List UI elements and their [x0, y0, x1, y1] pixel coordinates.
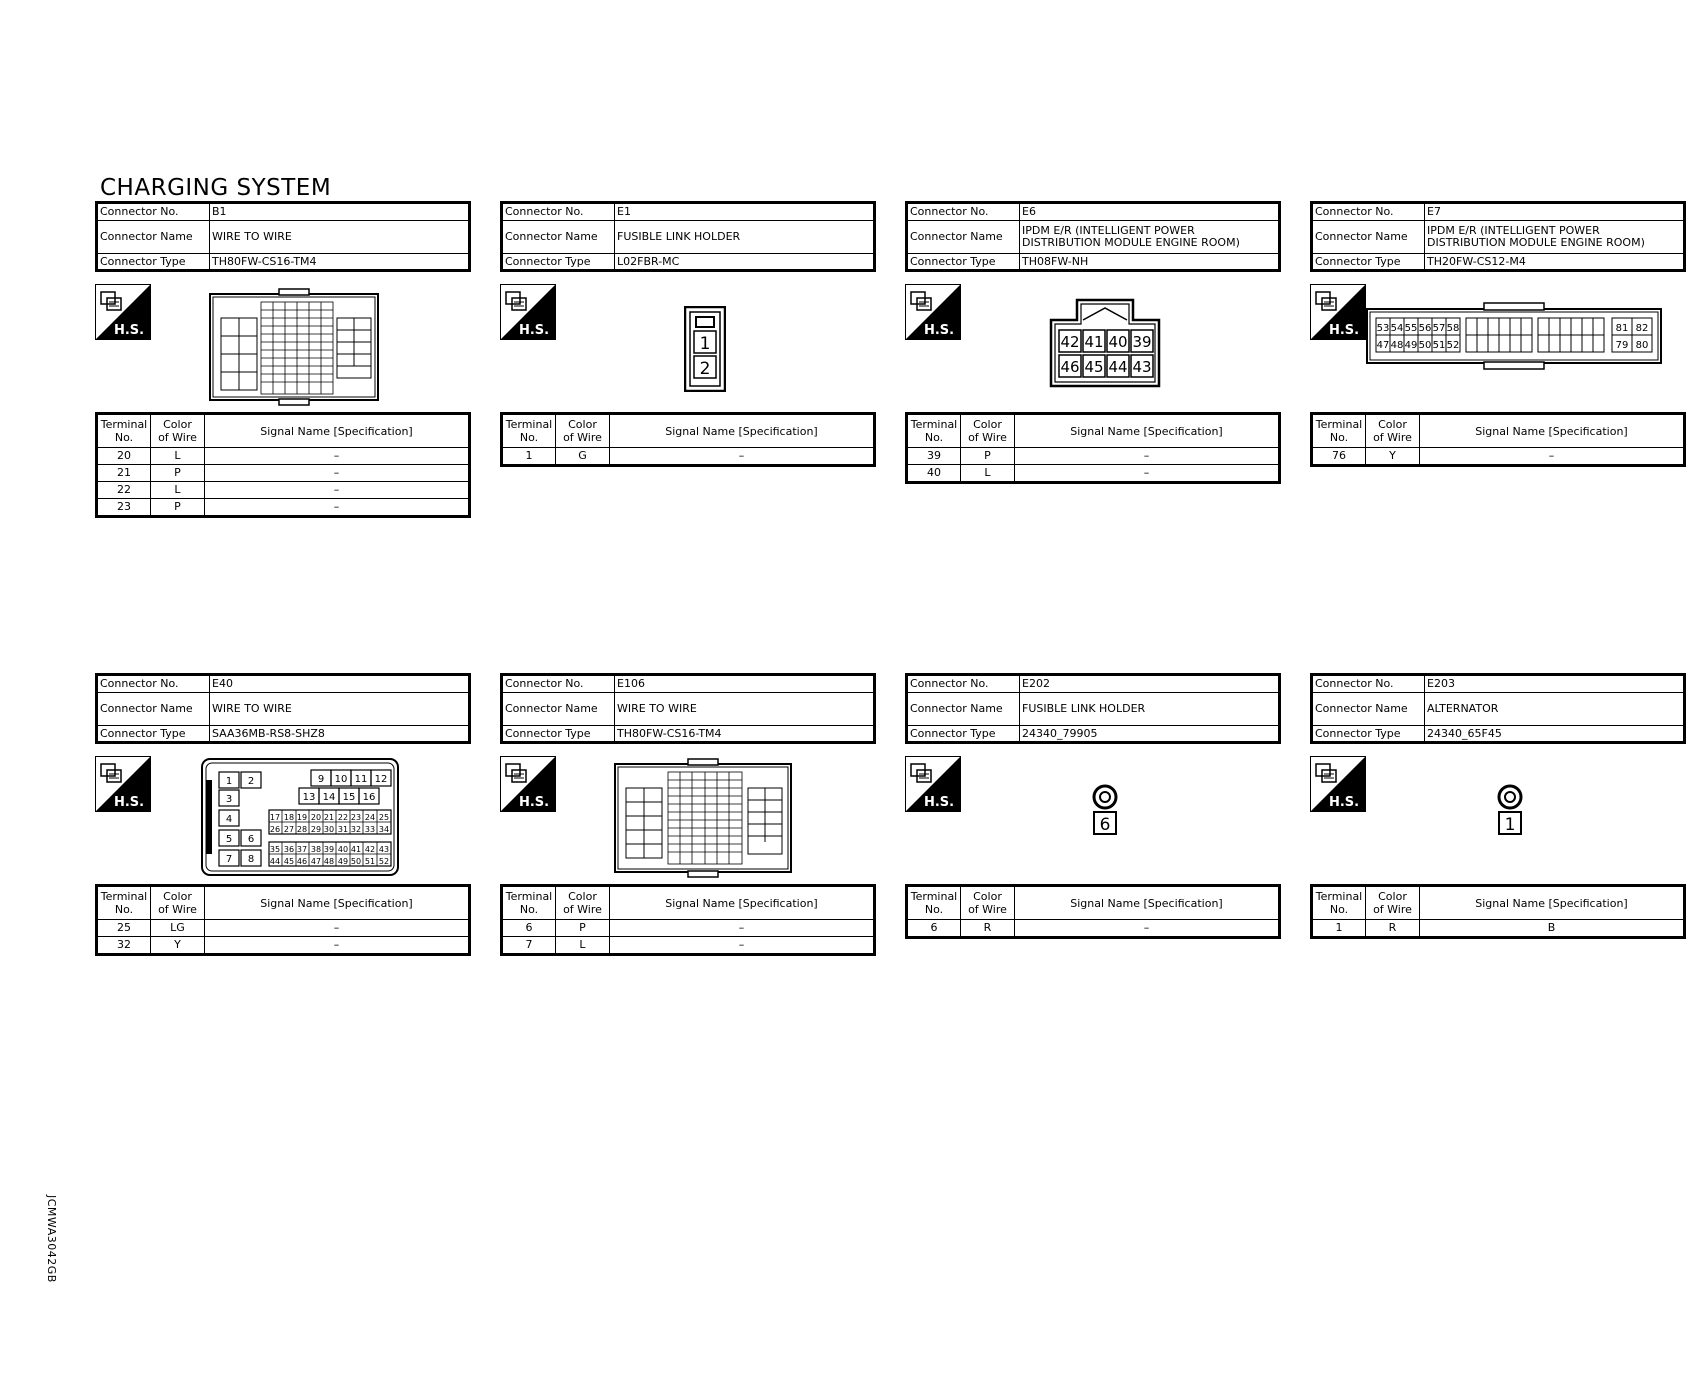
connector-header: Connector No. E203 Connector Name ALTERNATOR Connector Type 24340_65F45	[1310, 673, 1686, 744]
svg-text:14: 14	[322, 792, 336, 803]
connector-face-diagram	[1049, 298, 1161, 388]
svg-text:80: 80	[1635, 340, 1649, 351]
svg-text:38: 38	[310, 845, 322, 854]
header-signal: Signal Name [Specification]	[205, 414, 470, 448]
table-row: 25 LG –	[97, 920, 470, 937]
connector-no-value: E1	[615, 203, 875, 221]
svg-text:81: 81	[1615, 323, 1629, 334]
connector-name-value: ALTERNATOR	[1425, 693, 1685, 726]
svg-text:49: 49	[1404, 340, 1418, 351]
svg-text:51: 51	[364, 857, 376, 866]
svg-text:31: 31	[337, 825, 349, 834]
svg-text:37: 37	[296, 845, 308, 854]
connector-type-value: SAA36MB-RS8-SHZ8	[210, 726, 470, 743]
svg-text:8: 8	[247, 854, 255, 865]
svg-text:16: 16	[362, 792, 376, 803]
svg-text:10: 10	[334, 774, 348, 785]
connector-figure	[95, 744, 471, 884]
harness-side-icon	[95, 756, 151, 812]
connector-figure	[95, 272, 471, 412]
terminal-table: Terminal No. Color of Wire Signal Name [Specification] 76 Y –	[1310, 412, 1686, 467]
svg-text:24: 24	[364, 813, 376, 822]
svg-text:H.S.: H.S.	[113, 323, 145, 338]
connector-figure	[500, 744, 876, 884]
svg-text:39: 39	[1132, 333, 1152, 351]
terminal-table	[95, 412, 471, 518]
svg-text:46: 46	[296, 857, 308, 866]
table-row: 6 P –	[502, 920, 875, 937]
svg-text:58: 58	[1446, 323, 1460, 334]
harness-side-icon	[1310, 756, 1366, 812]
connector-name-value: WIRE TO WIRE	[615, 693, 875, 726]
connector-name-value: WIRE TO WIRE	[210, 221, 470, 254]
svg-text:H.S.: H.S.	[113, 795, 145, 810]
svg-text:H.S.: H.S.	[1328, 795, 1360, 810]
svg-text:33: 33	[364, 825, 376, 834]
table-row: 1 G –	[502, 448, 875, 466]
connector-header	[95, 201, 471, 272]
svg-text:50: 50	[350, 857, 362, 866]
svg-text:51: 51	[1432, 340, 1446, 351]
svg-text:3: 3	[225, 794, 233, 805]
svg-text:H.S.: H.S.	[923, 795, 955, 810]
connector-no-value: B1	[210, 203, 470, 221]
svg-text:2: 2	[247, 776, 255, 787]
svg-text:41: 41	[350, 845, 362, 854]
svg-text:9: 9	[317, 774, 325, 785]
svg-text:30: 30	[323, 825, 335, 834]
svg-text:79: 79	[1615, 340, 1629, 351]
svg-text:53: 53	[1376, 323, 1390, 334]
connector-no-value: E6	[1020, 203, 1280, 221]
table-row: 32 Y –	[97, 937, 470, 955]
connector-face-diagram	[614, 758, 792, 878]
svg-text:6: 6	[247, 834, 255, 845]
table-row: 21 P –	[97, 465, 470, 482]
connector-name-value: IPDM E/R (INTELLIGENT POWER DISTRIBUTION MODULE ENGINE ROOM)	[1020, 221, 1280, 254]
svg-text:12: 12	[374, 774, 388, 785]
table-row: 20 L –	[97, 448, 470, 465]
page-title: CHARGING SYSTEM	[100, 175, 332, 201]
svg-text:55: 55	[1404, 323, 1418, 334]
svg-text:23: 23	[350, 813, 362, 822]
svg-text:57: 57	[1432, 323, 1446, 334]
svg-text:H.S.: H.S.	[923, 323, 955, 338]
connector-block-e1	[500, 201, 876, 467]
svg-text:45: 45	[283, 857, 295, 866]
svg-text:19: 19	[296, 813, 308, 822]
svg-text:40: 40	[337, 845, 349, 854]
svg-text:47: 47	[1376, 340, 1390, 351]
svg-text:42: 42	[364, 845, 376, 854]
svg-text:5: 5	[225, 834, 233, 845]
svg-text:18: 18	[283, 813, 295, 822]
connector-figure	[1310, 272, 1686, 412]
svg-text:52: 52	[378, 857, 390, 866]
connector-type-value: 24340_65F45	[1425, 726, 1685, 743]
svg-text:45: 45	[1084, 358, 1104, 376]
svg-text:4: 4	[225, 814, 233, 825]
terminal-table: Terminal No. Color of Wire Signal Name [Specification] 6 R –	[905, 884, 1281, 939]
svg-text:17: 17	[269, 813, 281, 822]
terminal-table: Terminal No. Color of Wire Signal Name [Specification] 25 LG – 32 Y –	[95, 884, 471, 956]
connector-block-e7	[1310, 201, 1686, 467]
harness-side-icon	[500, 284, 556, 340]
table-row: 40 L –	[907, 465, 1280, 483]
connector-block-b1	[95, 201, 471, 518]
svg-text:39: 39	[323, 845, 335, 854]
svg-text:36: 36	[283, 845, 295, 854]
svg-text:48: 48	[1390, 340, 1404, 351]
connector-face-diagram	[209, 288, 379, 406]
table-row: 22 L –	[97, 482, 470, 499]
ring-terminal-diagram	[1089, 784, 1121, 840]
svg-text:26: 26	[269, 825, 281, 834]
connector-header: Connector No. E1 Connector Name FUSIBLE LINK HOLDER Connector Type L02FBR-MC	[500, 201, 876, 272]
svg-text:28: 28	[296, 825, 308, 834]
svg-text:7: 7	[225, 854, 233, 865]
table-row: 23 P –	[97, 499, 470, 517]
table-row: 76 Y –	[1312, 448, 1685, 466]
connector-name-value: WIRE TO WIRE	[210, 693, 470, 726]
connector-header: Connector No. E7 Connector Name IPDM E/R (INTELLIGENT POWER DISTRIBUTION MODULE ENGINE ROOM) Connector Type TH20FW-CS12-M4	[1310, 201, 1686, 272]
svg-text:54: 54	[1390, 323, 1404, 334]
svg-text:15: 15	[342, 792, 356, 803]
svg-text:13: 13	[302, 792, 316, 803]
connector-face-diagram	[684, 306, 726, 392]
terminal-table: Terminal No. Color of Wire Signal Name [Specification] 1 R B	[1310, 884, 1686, 939]
svg-text:25: 25	[378, 813, 390, 822]
table-row: 39 P –	[907, 448, 1280, 465]
connector-name-value: FUSIBLE LINK HOLDER	[615, 221, 875, 254]
connector-face-diagram	[201, 758, 401, 878]
svg-text:H.S.: H.S.	[518, 795, 550, 810]
terminal-table: Terminal No. Color of Wire Signal Name [Specification] 1 G –	[500, 412, 876, 467]
connector-block-e6	[905, 201, 1281, 484]
svg-text:1: 1	[225, 776, 233, 787]
connector-no-value: E202	[1020, 675, 1280, 693]
svg-text:34: 34	[378, 825, 390, 834]
connector-name-value: IPDM E/R (INTELLIGENT POWER DISTRIBUTION MODULE ENGINE ROOM)	[1425, 221, 1685, 254]
connector-header: Connector No. E106 Connector Name WIRE TO WIRE Connector Type TH80FW-CS16-TM4	[500, 673, 876, 744]
connector-type-value: L02FBR-MC	[615, 254, 875, 271]
pin-label: 1	[1504, 815, 1516, 835]
connector-header: Connector No. E6 Connector Name IPDM E/R (INTELLIGENT POWER DISTRIBUTION MODULE ENGINE ROOM) Connector Type TH08FW-NH	[905, 201, 1281, 272]
harness-side-icon	[95, 284, 151, 340]
pin-label: 1	[699, 334, 711, 354]
connector-block-e106	[500, 673, 876, 956]
svg-text:27: 27	[283, 825, 295, 834]
svg-text:29: 29	[310, 825, 322, 834]
connector-header: Connector No. E202 Connector Name FUSIBLE LINK HOLDER Connector Type 24340_79905	[905, 673, 1281, 744]
ring-terminal-diagram	[1494, 784, 1526, 840]
harness-side-icon	[905, 756, 961, 812]
terminal-table: Terminal No. Color of Wire Signal Name [Specification] 39 P – 40 L –	[905, 412, 1281, 484]
svg-text:44: 44	[269, 857, 281, 866]
connector-face-diagram	[1366, 302, 1662, 370]
svg-text:H.S.: H.S.	[1328, 323, 1360, 338]
pin-label: 2	[699, 359, 711, 379]
harness-side-icon	[905, 284, 961, 340]
document-id: JCMWA3042GB	[45, 1195, 58, 1283]
svg-text:56: 56	[1418, 323, 1432, 334]
svg-text:48: 48	[323, 857, 335, 866]
svg-text:40: 40	[1108, 333, 1128, 351]
connector-block-e202	[905, 673, 1281, 939]
header-terminal-no: Terminal No.	[97, 414, 151, 448]
connector-type-value: TH20FW-CS12-M4	[1425, 254, 1685, 271]
svg-text:32: 32	[350, 825, 362, 834]
connector-no-value: E7	[1425, 203, 1685, 221]
connector-type-value: TH80FW-CS16-TM4	[210, 254, 470, 271]
connector-type-value: TH80FW-CS16-TM4	[615, 726, 875, 743]
pin-label: 6	[1099, 815, 1111, 835]
svg-text:41: 41	[1084, 333, 1104, 351]
svg-text:35: 35	[269, 845, 281, 854]
connector-no-value: E106	[615, 675, 875, 693]
connector-name-value: FUSIBLE LINK HOLDER	[1020, 693, 1280, 726]
header-color: Color of Wire	[151, 414, 205, 448]
svg-text:11: 11	[354, 774, 368, 785]
svg-text:21: 21	[323, 813, 335, 822]
table-row: 7 L –	[502, 937, 875, 955]
connector-block-e203	[1310, 673, 1686, 939]
label-connector-no: Connector No.	[97, 203, 210, 221]
connector-no-value: E40	[210, 675, 470, 693]
svg-text:52: 52	[1446, 340, 1460, 351]
svg-text:43: 43	[378, 845, 390, 854]
svg-text:49: 49	[337, 857, 349, 866]
connector-type-value: TH08FW-NH	[1020, 254, 1280, 271]
connector-no-value: E203	[1425, 675, 1685, 693]
table-row: 1 R B	[1312, 920, 1685, 938]
svg-text:22: 22	[337, 813, 349, 822]
label-connector-type: Connector Type	[97, 254, 210, 271]
svg-text:44: 44	[1108, 358, 1128, 376]
connector-figure	[905, 744, 1281, 884]
svg-text:20: 20	[310, 813, 322, 822]
svg-text:43: 43	[1132, 358, 1152, 376]
svg-text:46: 46	[1060, 358, 1080, 376]
label-connector-name: Connector Name	[97, 221, 210, 254]
connector-header: Connector No. E40 Connector Name WIRE TO WIRE Connector Type SAA36MB-RS8-SHZ8	[95, 673, 471, 744]
svg-text:82: 82	[1635, 323, 1649, 334]
svg-text:47: 47	[310, 857, 322, 866]
connector-figure	[500, 272, 876, 412]
connector-type-value: 24340_79905	[1020, 726, 1280, 743]
svg-text:50: 50	[1418, 340, 1432, 351]
harness-side-icon	[1310, 284, 1366, 340]
terminal-table: Terminal No. Color of Wire Signal Name [Specification] 6 P – 7 L –	[500, 884, 876, 956]
harness-side-icon	[500, 756, 556, 812]
connector-block-e40	[95, 673, 471, 956]
svg-text:42: 42	[1060, 333, 1080, 351]
connector-figure	[905, 272, 1281, 412]
svg-text:H.S.: H.S.	[518, 323, 550, 338]
connector-figure	[1310, 744, 1686, 884]
table-row: 6 R –	[907, 920, 1280, 938]
